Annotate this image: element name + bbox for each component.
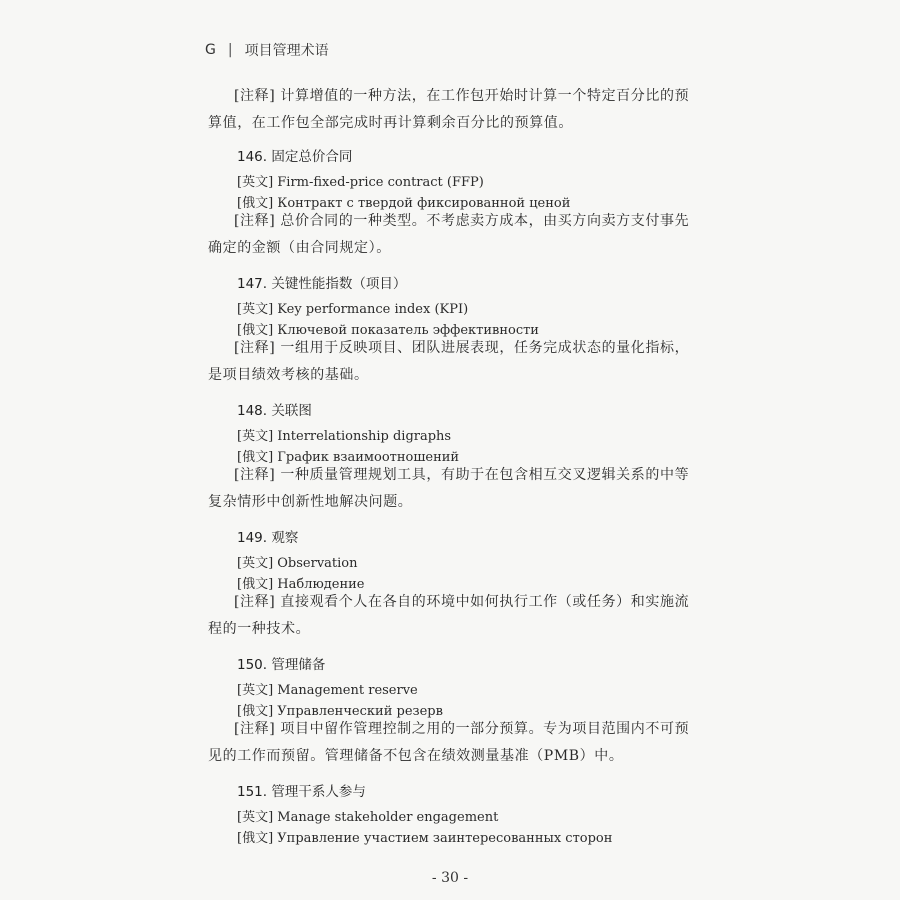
entry-english: [英文] Key performance index (KPI) [237, 302, 469, 317]
intro-note: [注释] 计算增值的一种方法，在工作包开始时计算一个特定百分比的预算值，在工作包全部完成时再计算剩余百分比的预算值。 [208, 88, 690, 131]
header-title: 项目管理术语 [244, 43, 329, 59]
entry-russian: [俄文] Управленческий резерв [237, 704, 443, 719]
entry-title: 149. 观察 [237, 530, 299, 546]
entry-note: [注释] 项目中留作管理控制之用的一部分预算。专为项目范围内不可预见的工作而预留。管理储备不包含在绩效测量基准（PMB）中。 [208, 721, 690, 764]
entry-title: 147. 关键性能指数（项目） [237, 276, 407, 292]
entry-english: [英文] Firm-fixed-price contract (FFP) [237, 175, 484, 190]
entry-note: [注释] 直接观看个人在各自的环境中如何执行工作（或任务）和实施流程的一种技术。 [208, 594, 690, 637]
entry-russian: [俄文] Наблюдение [237, 577, 365, 592]
entry-note: [注释] 一种质量管理规划工具，有助于在包含相互交叉逻辑关系的中等复杂情形中创新性地解决问题。 [208, 467, 690, 510]
section-letter: G [205, 42, 216, 58]
entry-note: [注释] 总价合同的一种类型。不考虑卖方成本，由买方向卖方支付事先确定的金额（由合同规定）。 [208, 213, 690, 256]
entry-title: 148. 关联图 [237, 403, 312, 419]
entry-title: 150. 管理储备 [237, 657, 326, 673]
entry-russian: [俄文] Управление участием заинтересованных сторон [237, 831, 613, 846]
page-number: - 30 - [431, 870, 469, 886]
entry-english: [英文] Management reserve [237, 683, 418, 698]
entry-russian: [俄文] График взаимоотношений [237, 450, 460, 465]
entry-note: [注释] 一组用于反映项目、团队进展表现，任务完成状态的量化指标，是项目绩效考核的基础。 [208, 340, 690, 383]
entry-russian: [俄文] Контракт с твердой фиксированной ценой [237, 196, 571, 211]
entry-english: [英文] Manage stakeholder engagement [237, 810, 499, 825]
entry-title: 146. 固定总价合同 [237, 149, 353, 165]
entry-english: [英文] Observation [237, 556, 358, 571]
entry-title: 151. 管理干系人参与 [237, 784, 366, 800]
entry-russian: [俄文] Ключевой показатель эффективности [237, 323, 539, 338]
running-header [205, 40, 329, 60]
header-separator: | [227, 42, 233, 58]
entry-english: [英文] Interrelationship digraphs [237, 429, 452, 444]
